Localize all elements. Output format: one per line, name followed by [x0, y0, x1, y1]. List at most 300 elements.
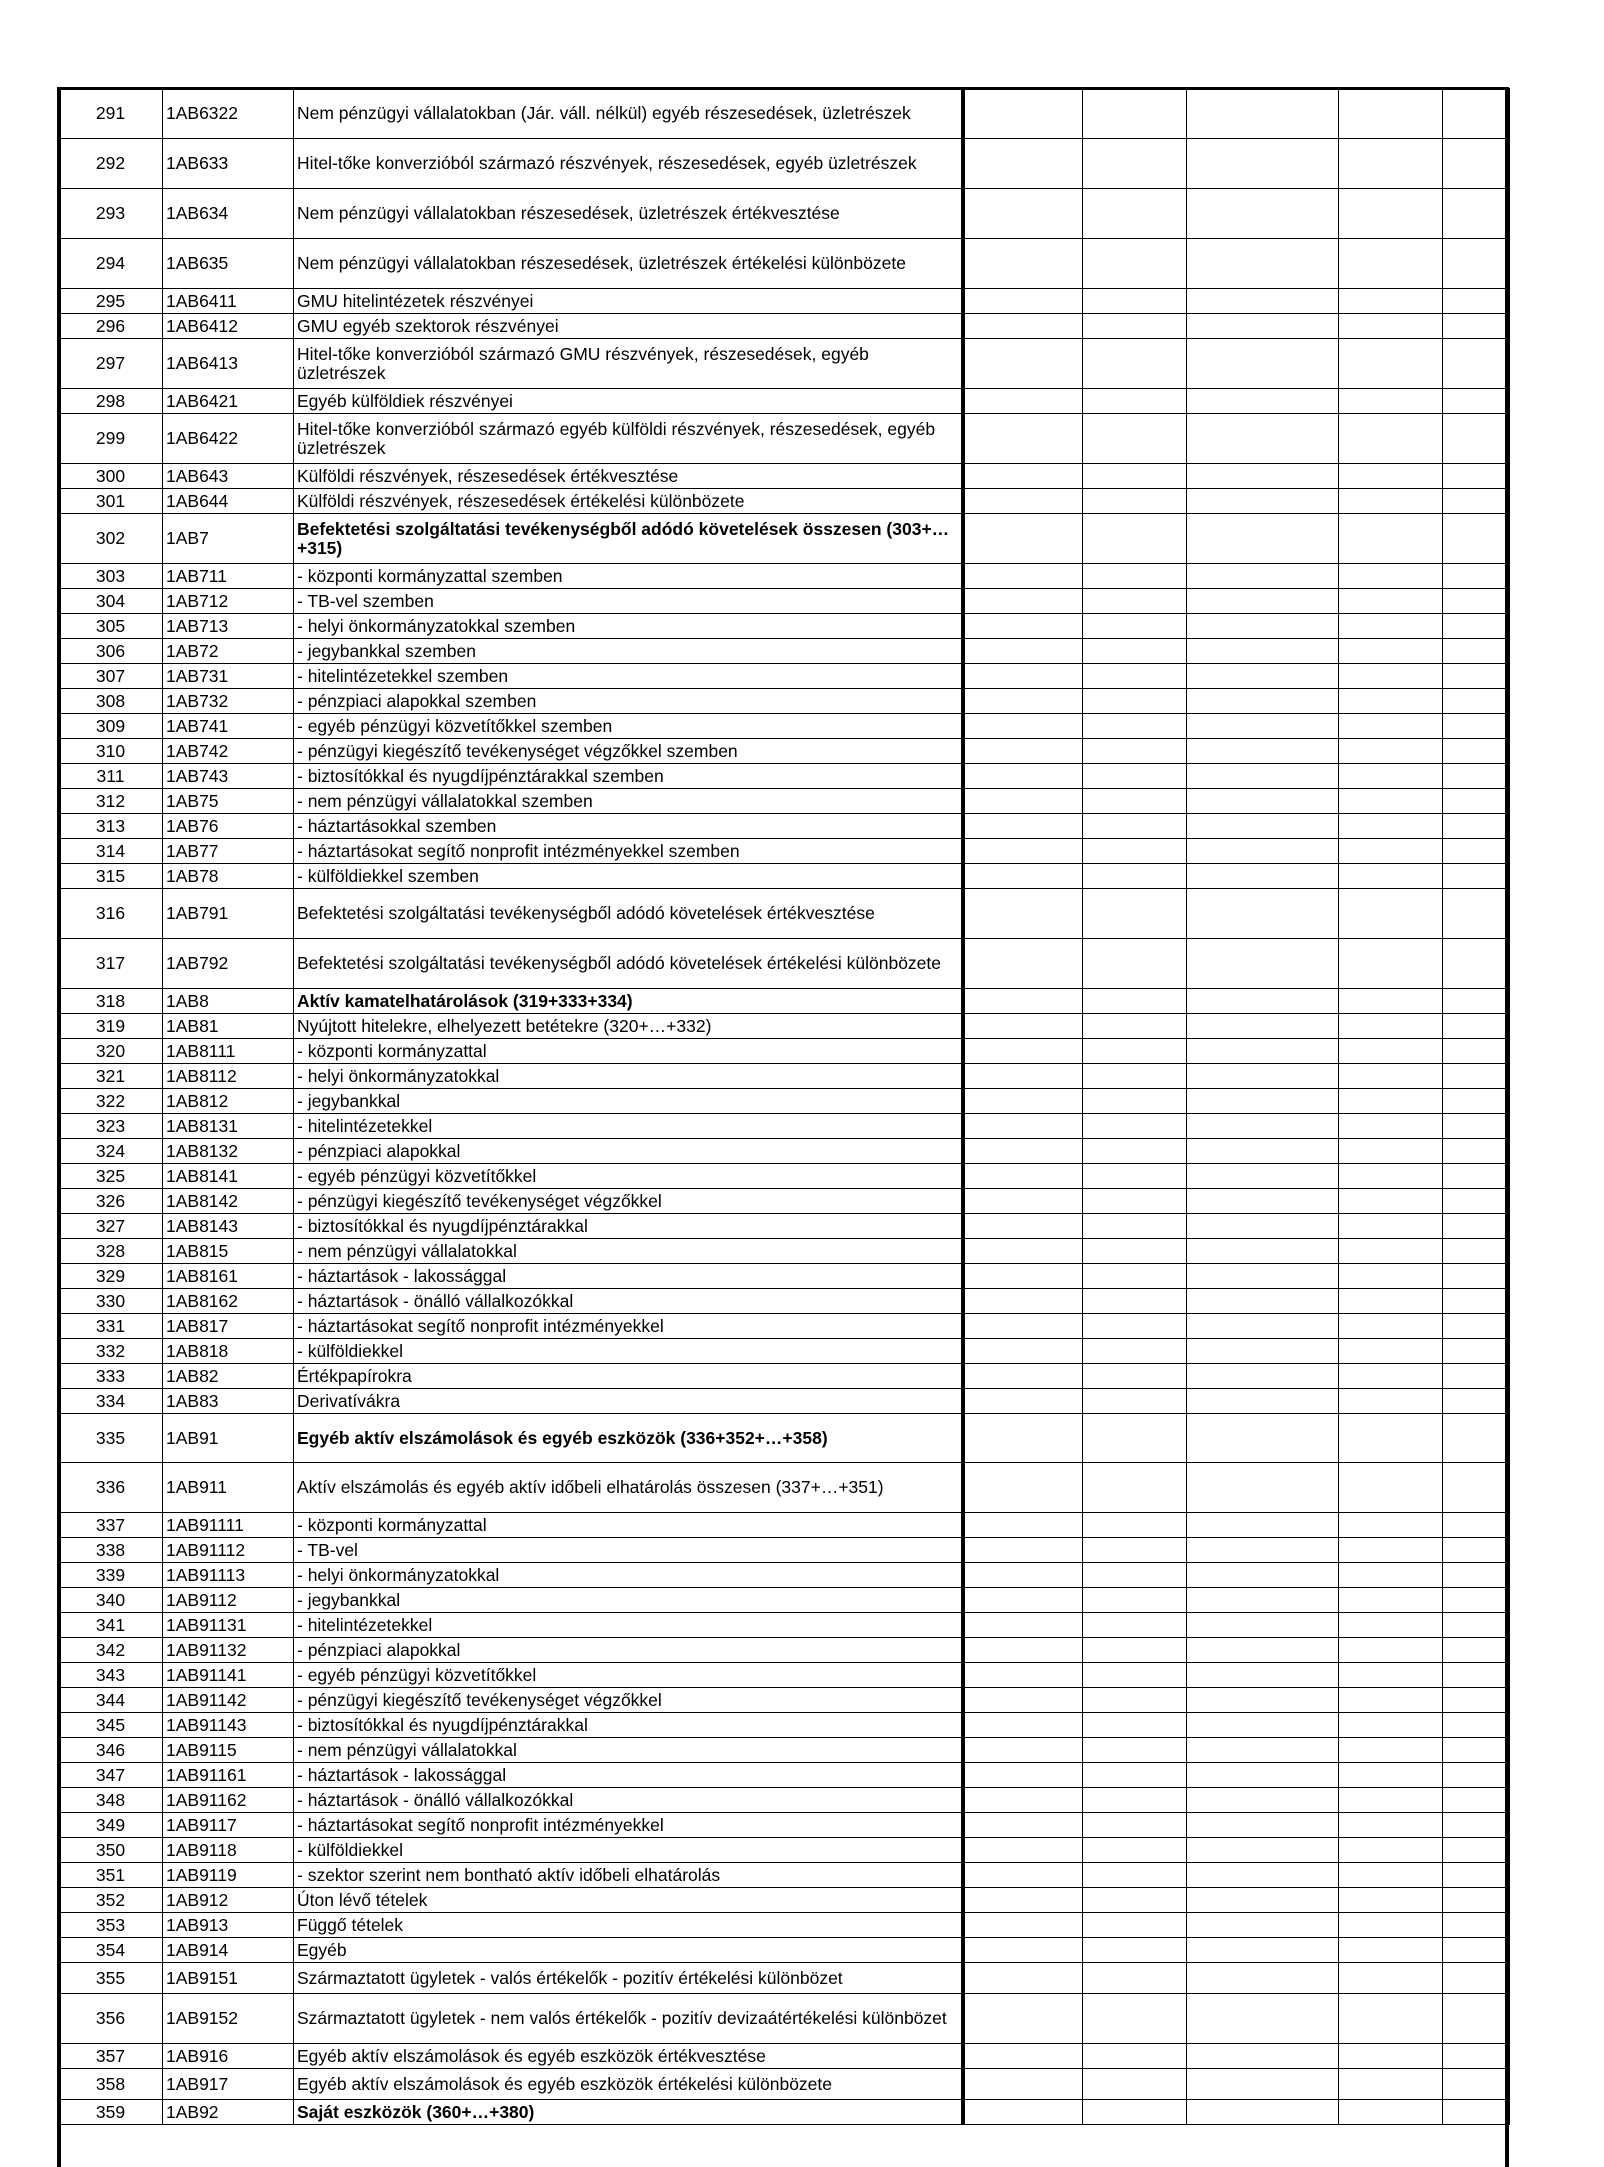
value-cell	[963, 1738, 1083, 1763]
value-cell	[1339, 1813, 1443, 1838]
value-cell	[1339, 664, 1443, 689]
row-number: 304	[59, 589, 163, 614]
value-cell	[1339, 1888, 1443, 1913]
row-description: Egyéb aktív elszámolások és egyéb eszközök értékelési különbözete	[294, 2069, 963, 2100]
row-code: 1AB8142	[163, 1189, 294, 1214]
value-cell	[1083, 1139, 1187, 1164]
value-cell	[1083, 939, 1187, 989]
table-row	[59, 1414, 1510, 1463]
value-cell	[1339, 1339, 1443, 1364]
table-row	[59, 1139, 1510, 1164]
value-cell	[1187, 564, 1339, 589]
value-cell	[1339, 139, 1443, 189]
row-code: 1AB91142	[163, 1688, 294, 1713]
value-cell	[1443, 564, 1510, 589]
value-cell	[963, 464, 1083, 489]
table-row	[59, 1938, 1510, 1963]
row-code: 1AB91143	[163, 1713, 294, 1738]
row-number: 355	[59, 1963, 163, 1994]
row-number: 327	[59, 1214, 163, 1239]
table-row	[59, 1164, 1510, 1189]
row-code: 1AB91132	[163, 1638, 294, 1663]
value-cell	[1083, 1863, 1187, 1888]
row-number: 354	[59, 1938, 163, 1963]
row-code: 1AB6412	[163, 314, 294, 339]
value-cell	[963, 1139, 1083, 1164]
value-cell	[963, 1289, 1083, 1314]
value-cell	[1443, 1089, 1510, 1114]
row-number: 295	[59, 289, 163, 314]
row-number: 334	[59, 1389, 163, 1414]
value-cell	[963, 1994, 1083, 2044]
table-row	[59, 1663, 1510, 1688]
row-number: 321	[59, 1064, 163, 1089]
table-row	[59, 1214, 1510, 1239]
value-cell	[1083, 1888, 1187, 1913]
value-cell	[1339, 1364, 1443, 1389]
value-cell	[963, 1014, 1083, 1039]
row-number: 314	[59, 839, 163, 864]
table-row	[59, 714, 1510, 739]
row-description: - helyi önkormányzatokkal szemben	[294, 614, 963, 639]
value-cell	[1083, 664, 1187, 689]
value-cell	[1187, 1838, 1339, 1863]
value-cell	[1187, 1938, 1339, 1963]
value-cell	[1187, 2069, 1339, 2100]
value-cell	[1083, 314, 1187, 339]
value-cell	[1443, 1838, 1510, 1863]
value-cell	[1187, 1963, 1339, 1994]
value-cell	[1339, 239, 1443, 289]
value-cell	[1083, 389, 1187, 414]
row-number: 294	[59, 239, 163, 289]
value-cell	[963, 1713, 1083, 1738]
row-description: - külföldiekkel	[294, 1838, 963, 1863]
row-number: 317	[59, 939, 163, 989]
row-number: 350	[59, 1838, 163, 1863]
row-description: - központi kormányzattal szemben	[294, 564, 963, 589]
value-cell	[1339, 564, 1443, 589]
value-cell	[1339, 514, 1443, 564]
value-cell	[1187, 789, 1339, 814]
row-number: 313	[59, 814, 163, 839]
value-cell	[1443, 1994, 1510, 2044]
value-cell	[1339, 1713, 1443, 1738]
row-number: 346	[59, 1738, 163, 1763]
table-body	[59, 89, 1510, 2125]
row-description: Nem pénzügyi vállalatokban (Jár. váll. nélkül) egyéb részesedések, üzletrészek	[294, 89, 963, 139]
table-row	[59, 689, 1510, 714]
value-cell	[1187, 989, 1339, 1014]
row-code: 1AB917	[163, 2069, 294, 2100]
row-code: 1AB634	[163, 189, 294, 239]
row-number: 342	[59, 1638, 163, 1663]
value-cell	[1083, 1513, 1187, 1538]
value-cell	[963, 1389, 1083, 1414]
value-cell	[1443, 1713, 1510, 1738]
value-cell	[1443, 789, 1510, 814]
value-cell	[1083, 1788, 1187, 1813]
row-number: 338	[59, 1538, 163, 1563]
table-row	[59, 589, 1510, 614]
table-row	[59, 1788, 1510, 1813]
row-description: Származtatott ügyletek - nem valós értékelők - pozitív devizaátértékelési különbözet	[294, 1994, 963, 2044]
value-cell	[1339, 1663, 1443, 1688]
table-row	[59, 289, 1510, 314]
row-description: - hitelintézetekkel	[294, 1613, 963, 1638]
value-cell	[1187, 514, 1339, 564]
value-cell	[1443, 1214, 1510, 1239]
table-row	[59, 2069, 1510, 2100]
row-description: - háztartásokat segítő nonprofit intézményekkel	[294, 1314, 963, 1339]
value-cell	[963, 689, 1083, 714]
value-cell	[1083, 239, 1187, 289]
value-cell	[963, 1588, 1083, 1613]
row-description: Egyéb	[294, 1938, 963, 1963]
row-description: Aktív kamatelhatárolások (319+333+334)	[294, 989, 963, 1014]
value-cell	[1339, 839, 1443, 864]
row-number: 320	[59, 1039, 163, 1064]
row-number: 335	[59, 1414, 163, 1463]
value-cell	[1339, 1014, 1443, 1039]
value-cell	[1339, 689, 1443, 714]
row-number: 315	[59, 864, 163, 889]
row-number: 292	[59, 139, 163, 189]
value-cell	[963, 1513, 1083, 1538]
value-cell	[963, 939, 1083, 989]
value-cell	[1083, 1164, 1187, 1189]
row-code: 1AB914	[163, 1938, 294, 1963]
value-cell	[1339, 714, 1443, 739]
row-code: 1AB732	[163, 689, 294, 714]
row-code: 1AB7	[163, 514, 294, 564]
table-right-border	[1505, 88, 1509, 2167]
row-number: 359	[59, 2100, 163, 2125]
value-cell	[1187, 1613, 1339, 1638]
value-cell	[963, 614, 1083, 639]
value-cell	[1083, 1588, 1187, 1613]
row-number: 347	[59, 1763, 163, 1788]
value-cell	[1339, 1838, 1443, 1863]
value-cell	[1443, 1463, 1510, 1513]
value-cell	[963, 414, 1083, 464]
table-row	[59, 1064, 1510, 1089]
table-row	[59, 1688, 1510, 1713]
row-number: 325	[59, 1164, 163, 1189]
row-code: 1AB8161	[163, 1264, 294, 1289]
value-cell	[1187, 464, 1339, 489]
value-cell	[963, 1938, 1083, 1963]
value-cell	[1187, 339, 1339, 389]
value-cell	[963, 1888, 1083, 1913]
value-cell	[1083, 814, 1187, 839]
value-cell	[1443, 1888, 1510, 1913]
value-cell	[1443, 289, 1510, 314]
row-number: 357	[59, 2044, 163, 2069]
value-cell	[1083, 1089, 1187, 1114]
value-cell	[1187, 389, 1339, 414]
value-cell	[963, 1164, 1083, 1189]
value-cell	[1083, 2100, 1187, 2125]
value-cell	[1187, 139, 1339, 189]
value-cell	[963, 889, 1083, 939]
row-code: 1AB75	[163, 789, 294, 814]
value-cell	[1339, 1538, 1443, 1563]
table-row	[59, 1463, 1510, 1513]
value-cell	[1339, 1189, 1443, 1214]
value-cell	[1339, 1463, 1443, 1513]
table-row	[59, 789, 1510, 814]
value-cell	[1443, 314, 1510, 339]
value-cell	[963, 2069, 1083, 2100]
value-cell	[1083, 1314, 1187, 1339]
value-cell	[1083, 1039, 1187, 1064]
row-number: 293	[59, 189, 163, 239]
row-description: - külföldiekkel	[294, 1339, 963, 1364]
value-cell	[1187, 1638, 1339, 1663]
value-cell	[1339, 614, 1443, 639]
value-cell	[963, 289, 1083, 314]
row-number: 345	[59, 1713, 163, 1738]
row-code: 1AB713	[163, 614, 294, 639]
value-cell	[1339, 2069, 1443, 2100]
value-cell	[1339, 764, 1443, 789]
value-cell	[1083, 864, 1187, 889]
value-cell	[1339, 314, 1443, 339]
value-cell	[1339, 1863, 1443, 1888]
row-code: 1AB743	[163, 764, 294, 789]
value-cell	[1443, 339, 1510, 389]
value-cell	[1339, 1588, 1443, 1613]
row-description: - háztartások - önálló vállalkozókkal	[294, 1788, 963, 1813]
value-cell	[1187, 1738, 1339, 1763]
table-row	[59, 989, 1510, 1014]
value-cell	[1187, 1994, 1339, 2044]
table-row	[59, 1713, 1510, 1738]
row-description: - jegybankkal szemben	[294, 639, 963, 664]
value-cell	[963, 1064, 1083, 1089]
value-cell	[963, 1039, 1083, 1064]
value-cell	[1443, 414, 1510, 464]
table-row	[59, 489, 1510, 514]
value-cell	[1339, 889, 1443, 939]
row-description: - TB-vel	[294, 1538, 963, 1563]
value-cell	[1339, 2044, 1443, 2069]
row-number: 300	[59, 464, 163, 489]
table-row	[59, 339, 1510, 389]
value-cell	[1443, 2069, 1510, 2100]
row-description: - szektor szerint nem bontható aktív időbeli elhatárolás	[294, 1863, 963, 1888]
row-code: 1AB812	[163, 1089, 294, 1114]
row-number: 349	[59, 1813, 163, 1838]
value-cell	[1187, 1064, 1339, 1089]
row-code: 1AB77	[163, 839, 294, 864]
value-cell	[1443, 1239, 1510, 1264]
row-number: 352	[59, 1888, 163, 1913]
row-number: 353	[59, 1913, 163, 1938]
value-cell	[963, 814, 1083, 839]
row-code: 1AB8132	[163, 1139, 294, 1164]
value-cell	[1339, 1638, 1443, 1663]
row-code: 1AB644	[163, 489, 294, 514]
row-code: 1AB6422	[163, 414, 294, 464]
row-code: 1AB9151	[163, 1963, 294, 1994]
value-cell	[1443, 814, 1510, 839]
value-cell	[1187, 1314, 1339, 1339]
row-code: 1AB9119	[163, 1863, 294, 1888]
row-number: 336	[59, 1463, 163, 1513]
row-description: Saját eszközök (360+…+380)	[294, 2100, 963, 2125]
value-cell	[1083, 1913, 1187, 1938]
value-cell	[1083, 1638, 1187, 1663]
table-row	[59, 1114, 1510, 1139]
table-row	[59, 1613, 1510, 1638]
value-cell	[1443, 1389, 1510, 1414]
value-cell	[1443, 864, 1510, 889]
value-cell	[1443, 1139, 1510, 1164]
value-cell	[963, 714, 1083, 739]
row-number: 339	[59, 1563, 163, 1588]
value-cell	[963, 1364, 1083, 1389]
value-cell	[1339, 1164, 1443, 1189]
table-row	[59, 89, 1510, 139]
table-row	[59, 414, 1510, 464]
value-cell	[1443, 939, 1510, 989]
value-cell	[1083, 1938, 1187, 1963]
value-cell	[1083, 414, 1187, 464]
value-cell	[1443, 689, 1510, 714]
value-cell	[1339, 1214, 1443, 1239]
row-description: - helyi önkormányzatokkal	[294, 1563, 963, 1588]
value-cell	[1339, 1688, 1443, 1713]
value-cell	[1187, 639, 1339, 664]
value-cell	[1339, 339, 1443, 389]
row-description: - egyéb pénzügyi közvetítőkkel szemben	[294, 714, 963, 739]
row-code: 1AB913	[163, 1913, 294, 1938]
row-code: 1AB818	[163, 1339, 294, 1364]
value-cell	[1443, 1938, 1510, 1963]
value-cell	[1083, 1264, 1187, 1289]
value-cell	[1187, 189, 1339, 239]
row-code: 1AB91112	[163, 1538, 294, 1563]
row-number: 310	[59, 739, 163, 764]
value-cell	[1083, 89, 1187, 139]
table-row	[59, 1264, 1510, 1289]
table-row	[59, 1389, 1510, 1414]
value-cell	[963, 314, 1083, 339]
value-cell	[1187, 764, 1339, 789]
row-description: - TB-vel szemben	[294, 589, 963, 614]
row-code: 1AB8	[163, 989, 294, 1014]
value-cell	[1083, 139, 1187, 189]
value-cell	[1443, 1813, 1510, 1838]
value-cell	[1443, 1014, 1510, 1039]
value-cell	[1443, 1563, 1510, 1588]
value-cell	[963, 1638, 1083, 1663]
value-cell	[1083, 1189, 1187, 1214]
table-row	[59, 1888, 1510, 1913]
row-code: 1AB815	[163, 1239, 294, 1264]
row-code: 1AB9152	[163, 1994, 294, 2044]
table-row	[59, 1538, 1510, 1563]
value-cell	[963, 1563, 1083, 1588]
value-cell	[1339, 414, 1443, 464]
row-code: 1AB82	[163, 1364, 294, 1389]
table-row	[59, 1014, 1510, 1039]
row-description: - helyi önkormányzatokkal	[294, 1064, 963, 1089]
value-cell	[1187, 1339, 1339, 1364]
value-cell	[1443, 1264, 1510, 1289]
row-description: Befektetési szolgáltatási tevékenységből adódó követelések értékelési különbözete	[294, 939, 963, 989]
table-row	[59, 1289, 1510, 1314]
row-number: 341	[59, 1613, 163, 1638]
table-row	[59, 2044, 1510, 2069]
value-cell	[1443, 764, 1510, 789]
row-number: 298	[59, 389, 163, 414]
value-cell	[1443, 1039, 1510, 1064]
value-cell	[963, 239, 1083, 289]
value-cell	[1443, 1788, 1510, 1813]
row-number: 331	[59, 1314, 163, 1339]
row-number: 328	[59, 1239, 163, 1264]
value-cell	[963, 489, 1083, 514]
value-cell	[1443, 1738, 1510, 1763]
value-cell	[1083, 2044, 1187, 2069]
value-cell	[1339, 1239, 1443, 1264]
value-cell	[1187, 939, 1339, 989]
value-cell	[963, 1813, 1083, 1838]
value-cell	[963, 389, 1083, 414]
value-cell	[1443, 464, 1510, 489]
row-code: 1AB911	[163, 1463, 294, 1513]
row-code: 1AB81	[163, 1014, 294, 1039]
value-cell	[1083, 1414, 1187, 1463]
row-code: 1AB6421	[163, 389, 294, 414]
row-description: - biztosítókkal és nyugdíjpénztárakkal	[294, 1713, 963, 1738]
value-cell	[963, 514, 1083, 564]
row-number: 297	[59, 339, 163, 389]
table-row	[59, 764, 1510, 789]
table-row	[59, 1738, 1510, 1763]
value-cell	[1187, 739, 1339, 764]
value-cell	[1443, 989, 1510, 1014]
value-cell	[963, 2100, 1083, 2125]
row-code: 1AB91111	[163, 1513, 294, 1538]
table-row	[59, 814, 1510, 839]
value-cell	[1187, 1289, 1339, 1314]
value-cell	[1443, 839, 1510, 864]
row-number: 291	[59, 89, 163, 139]
row-number: 337	[59, 1513, 163, 1538]
value-cell	[1187, 1414, 1339, 1463]
value-cell	[1187, 1463, 1339, 1513]
value-cell	[1339, 2100, 1443, 2125]
value-cell	[1443, 1588, 1510, 1613]
value-cell	[1339, 1414, 1443, 1463]
row-description: Egyéb külföldiek részvényei	[294, 389, 963, 414]
row-number: 330	[59, 1289, 163, 1314]
value-cell	[1187, 1164, 1339, 1189]
row-code: 1AB8111	[163, 1039, 294, 1064]
value-cell	[963, 739, 1083, 764]
value-cell	[1443, 589, 1510, 614]
row-description: Úton lévő tételek	[294, 1888, 963, 1913]
value-cell	[1187, 864, 1339, 889]
value-cell	[1443, 1663, 1510, 1688]
value-cell	[1339, 1064, 1443, 1089]
value-cell	[1187, 1813, 1339, 1838]
row-code: 1AB91141	[163, 1663, 294, 1688]
